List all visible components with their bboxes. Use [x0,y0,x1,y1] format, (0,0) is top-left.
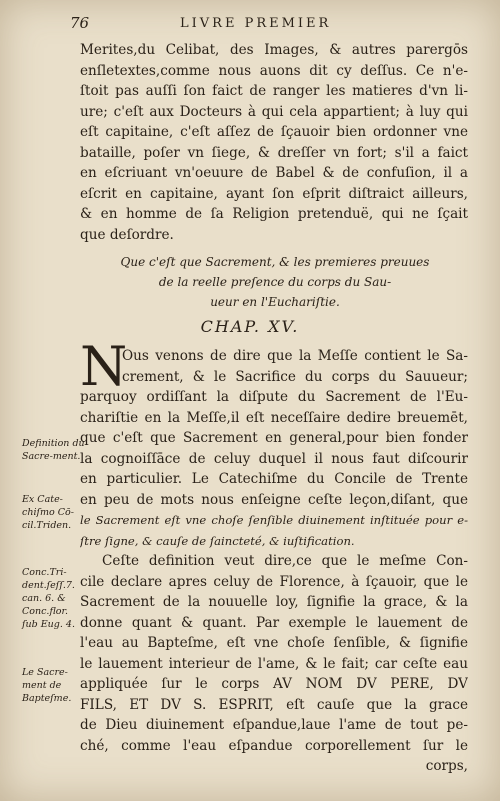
text-line: ſtoit pas auſſi ſon faict de ranger les matieres d'vn li- [80,83,468,99]
text-line: Merites,du Celibat, des Images, & autres parergōs [80,42,468,58]
running-title: LIVRE PREMIER [180,16,332,31]
margin-note-concile: Conc.Tri-dent.ſeſſ.7. can. 6. & Conc.flor. ſub Eug. 4. [22,567,75,630]
text-line: en peu de mots nous enſeigne ceſte leçon,diſant, que [80,491,468,508]
margin-note-definition: Definition du Sacre-ment. [22,438,85,462]
text-line: ſtre ſigne, & cauſe de ſainctеté, & iuſtification. [80,533,355,548]
drop-capital: N [80,335,128,398]
text-line: que deſordre. [80,226,174,243]
page-number: 76 [70,14,90,32]
text-line: eſt capitaine, c'eſt aſſez de ſçauoir bien ordonner vne [80,124,468,140]
margin-note-bapteme: Le Sacre-ment de Bapteſme. [22,667,72,704]
heading-line: de la reelle preſence du corps du Sau- [158,275,392,289]
text-line: enſletextes,comme nous auons dit cy deſſus. Ce n'e- [80,62,468,79]
text-line: bataille, poſer vn ſiege, & dreſſer vn fort; s'il a faict [80,144,468,161]
page-header [70,14,470,34]
text-line: en particulier. Le Catechiſme du Concile de Trente [80,471,468,487]
chapter-title: CHAP. XV. [200,317,300,336]
text-line: parquoy ordiſſant la diſpute du Sacrement de l'Eu- [80,389,468,405]
top-paragraph [80,40,468,245]
main-paragraph [80,346,468,551]
text-line: donne quant & quant. Par exemple le lauement de [80,614,468,631]
text-line: ché, comme l'eau eſpandue corporellement ſur le [80,737,468,754]
heading-line: ueur en l'Euchariſtie. [210,295,340,309]
text-line: le lauement interieur de l'ame, & le fait; car ceſte eau [80,655,468,672]
text-line: la cognoiſſāce de celuy duquel il nous faut diſcourir [80,450,468,467]
text-line: de Dieu diuinement eſpandue,laue l'ame de tout pe- [80,717,468,733]
text-line: le Sacrement eſt vne choſe ſenſible diuinement inſtituée pour e- [80,513,468,527]
text-line: & en homme de ſa Religion pretenduë, qui ne ſçait [80,206,468,222]
heading-line: Que c'eſt que Sacrement, & les premieres preuues [120,255,430,269]
text-line: crement, & le Sacrifice du corps du Sauueur; [122,368,468,385]
text-line: ure; c'eſt aux Docteurs à qui cela appartient; à luy qui [80,103,468,120]
text-line: cile declare apres celuy de Florence, à ſçauoir, que le [80,573,468,590]
text-line: corps, [425,758,468,774]
text-line: FILS, ET DV S. ESPRIT, eſt cauſe que la grace [80,696,468,713]
text-line: appliquée ſur le corps AV NOM DV PERE, DV [80,676,468,692]
text-line: l'eau au Bapteſme, eſt vne choſe ſenſible, & ſignifie [80,635,468,651]
margin-note-catechisme: Ex Cate-chiſmo Cō-cil.Triden. [22,494,74,531]
text-line: eſcrit en capitaine, ayant ſon eſprit diſtraict ailleurs, [80,185,468,202]
text-line: en eſcriuant vn'oeuure de Babel & de confuſion, il a [80,165,468,181]
text-line: Ceſte definition veut dire,ce que le meſme Con- [102,553,468,569]
second-paragraph [80,551,468,777]
text-line: Sacrement de la nouuelle loy, ſignifie la grace, & la [80,594,468,610]
section-heading [110,252,440,312]
text-line: Ous venons de dire que la Meſſe contient le Sa- [122,348,468,364]
text-line: chariſtie en la Meſſe,il eſt neceſſaire dedire breuemēt, [80,409,468,426]
text-line: que c'eſt que Sacrement en general,pour bien fonder [80,430,468,446]
